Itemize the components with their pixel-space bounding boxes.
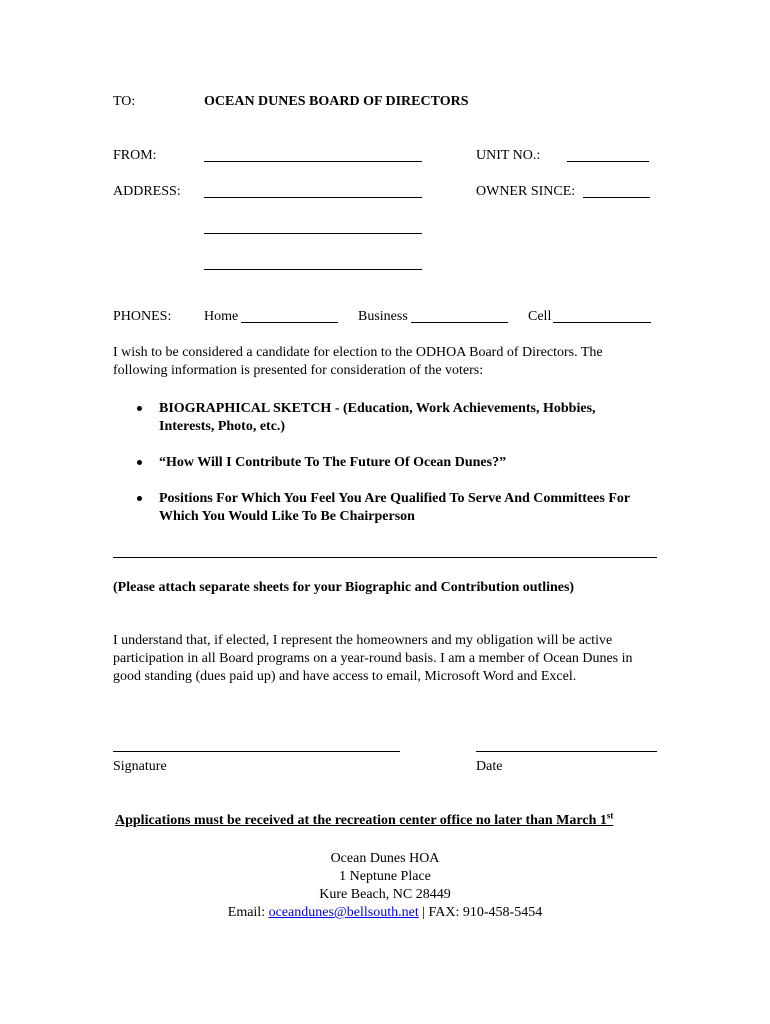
owner-since-field-line[interactable] <box>583 197 650 198</box>
to-value: OCEAN DUNES BOARD OF DIRECTORS <box>204 94 469 109</box>
address-field-line-2[interactable] <box>204 233 422 234</box>
unit-field-line[interactable] <box>567 161 649 162</box>
fax-text: | FAX: 910-458-5454 <box>418 905 543 920</box>
footer-city: Kure Beach, NC 28449 <box>319 887 451 902</box>
home-phone-line[interactable] <box>241 322 338 323</box>
address-field-line-3[interactable] <box>204 269 422 270</box>
date-label: Date <box>476 759 503 774</box>
from-label: FROM: <box>113 148 157 163</box>
to-label: TO: <box>113 94 136 109</box>
bullet-biographical-sketch: BIOGRAPHICAL SKETCH - (Education, Work Achievements, Hobbies, Interests, Photo, etc.) <box>159 401 596 434</box>
signature-line[interactable] <box>113 751 400 752</box>
cell-phone-line[interactable] <box>553 322 651 323</box>
separator-line <box>113 557 657 558</box>
owner-since-label: OWNER SINCE: <box>476 184 576 199</box>
email-link[interactable]: oceandunes@bellsouth.net <box>268 905 419 920</box>
business-phone-line[interactable] <box>411 322 508 323</box>
bullet-dot <box>137 460 142 465</box>
unit-label: UNIT NO.: <box>476 148 541 163</box>
deadline-notice <box>115 812 613 830</box>
cell-label: Cell <box>528 309 552 324</box>
signature-label: Signature <box>113 759 167 774</box>
understand-paragraph: I understand that, if elected, I represent the homeowners and my obligation will be active participation in all Board programs on a year-round basis. I am a member of Ocean Dunes in good standing (dues paid up) and have access to email, Microsoft Word and Excel. <box>113 633 633 684</box>
from-field-line[interactable] <box>204 161 422 162</box>
footer-street: 1 Neptune Place <box>339 869 431 884</box>
footer-contact <box>0 904 770 922</box>
intro-paragraph: I wish to be considered a candidate for election to the ODHOA Board of Directors. The following information is presented for consideration of the voters: <box>113 345 603 378</box>
bullet-contribution: “How Will I Contribute To The Future Of Ocean Dunes?” <box>159 455 507 470</box>
business-label: Business <box>358 309 408 324</box>
deadline-text: Applications must be received at the recreation center office no later than March 1 <box>115 813 607 828</box>
home-label: Home <box>204 309 239 324</box>
deadline-suffix: st <box>606 810 614 821</box>
footer-org: Ocean Dunes HOA <box>330 851 440 866</box>
address-label: ADDRESS: <box>113 184 181 199</box>
email-label: Email: <box>227 905 269 920</box>
bullet-positions: Positions For Which You Feel You Are Qualified To Serve And Committees For Which You Would Like To Be Chairperson <box>159 491 630 524</box>
phones-label: PHONES: <box>113 309 172 324</box>
date-line[interactable] <box>476 751 657 752</box>
bullet-dot <box>137 496 142 501</box>
attach-note: (Please attach separate sheets for your Biographic and Contribution outlines) <box>113 580 575 595</box>
bullet-dot <box>137 406 142 411</box>
address-field-line-1[interactable] <box>204 197 422 198</box>
